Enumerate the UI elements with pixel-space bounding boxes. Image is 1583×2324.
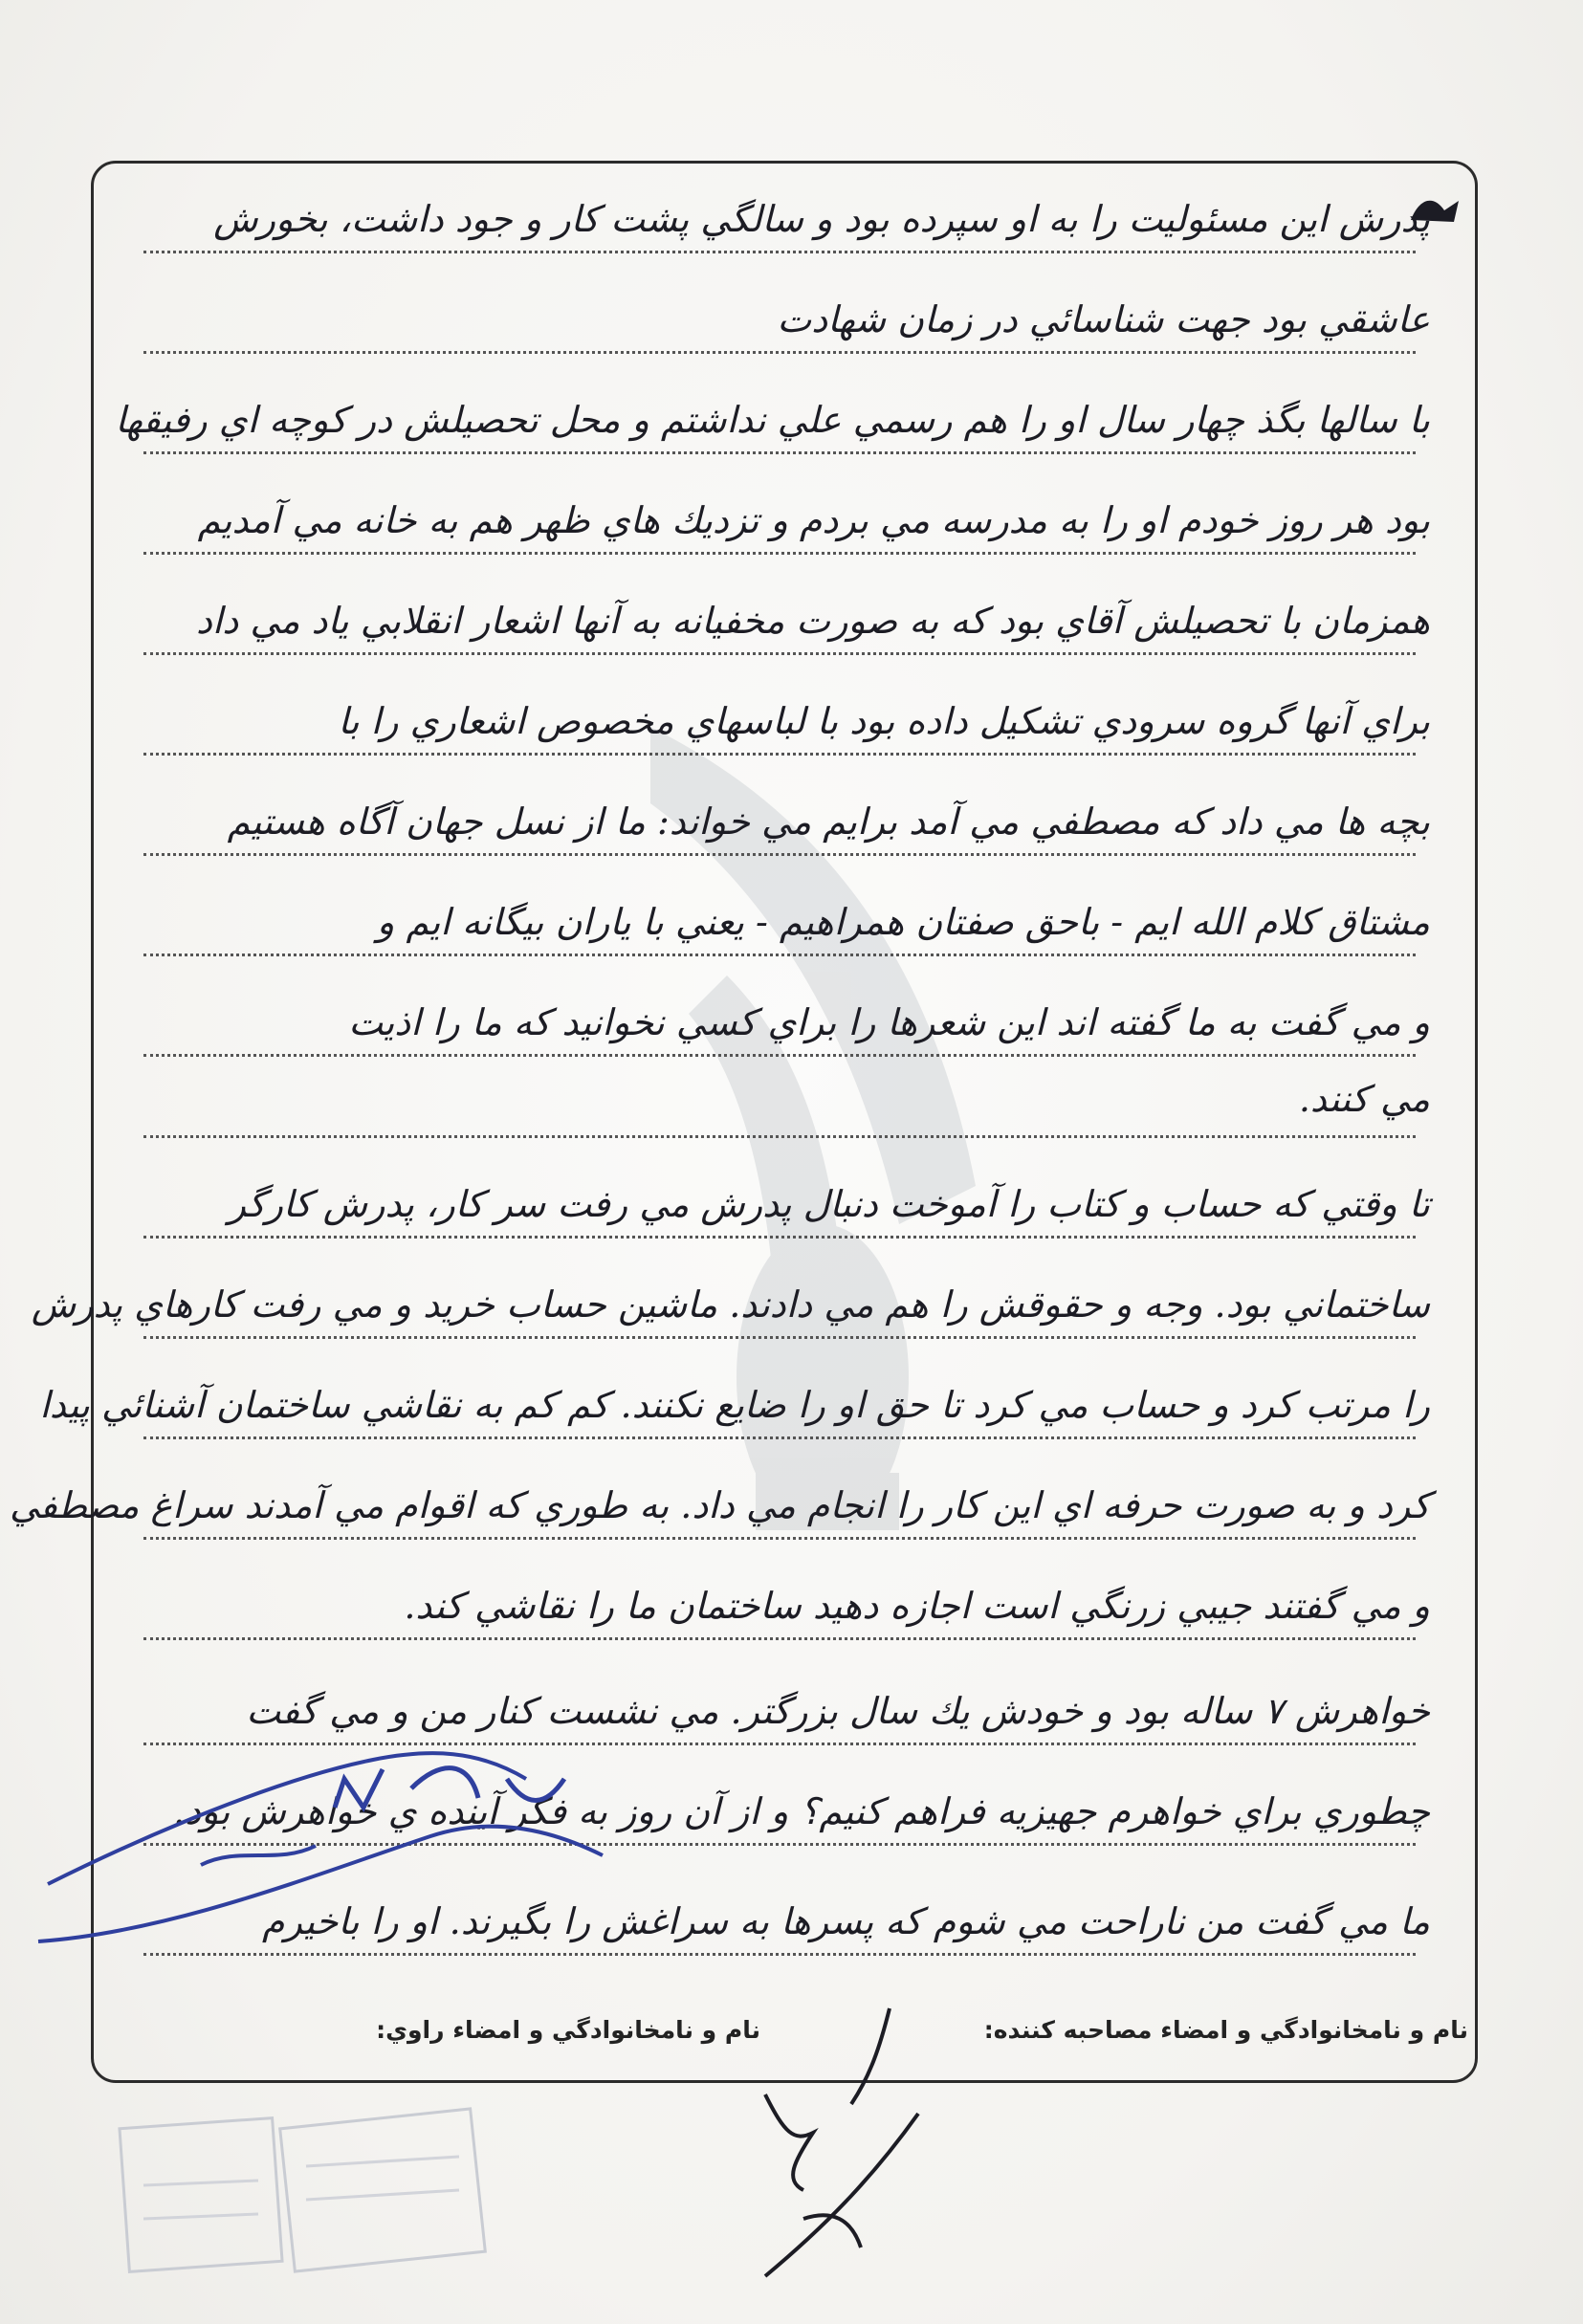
text-line-12: ساختماني بود. وجه و حقوقش را هم مي دادند. ماشين حساب خريد و مي رفت كارهاي پدرش xyxy=(31,1283,1430,1326)
ruled-line xyxy=(143,1537,1416,1540)
ruled-line xyxy=(143,954,1416,956)
interviewer-signature-label: نام و نامخانوادگي و امضاء مصاحبه كننده: xyxy=(983,2016,1468,2044)
text-line-6: براي آنها گروه سرودي تشكيل داده بود با لباسهاي مخصوص اشعاري را با xyxy=(338,700,1430,742)
ruled-line xyxy=(143,351,1416,354)
text-line-18: ما مي گفت من ناراحت مي شوم كه پسرها به سراغش را بگيرند. او را باخيرم xyxy=(261,1900,1430,1942)
text-line-11: تا وقتي كه حساب و كتاب را آموخت دنبال پدرش مي رفت سر كار، پدرش كارگر xyxy=(228,1183,1430,1225)
narrator-signature-icon xyxy=(29,1721,660,2008)
text-line-13: را مرتب كرد و حساب مي كرد تا حق او را ضايع نكنند. كم كم به نقاشي ساختمان آشنائي پيدا xyxy=(39,1384,1430,1426)
text-line-10: مي كنند. xyxy=(1298,1078,1430,1120)
ruled-line xyxy=(143,1336,1416,1339)
stamp-icon xyxy=(115,2109,488,2276)
ruled-line xyxy=(143,753,1416,756)
text-line-7: بچه ها مي داد كه مصطفي مي آمد برايم مي خواند: ما از نسل جهان آگاه هستيم xyxy=(227,800,1430,843)
ruled-line xyxy=(143,652,1416,655)
text-line-4: بود هر روز خودم او را به مدرسه مي بردم و تزديك هاي ظهر هم به خانه مي آمديم xyxy=(197,499,1430,541)
text-line-2: عاشقي بود جهت شناسائي در زمان شهادت xyxy=(777,298,1430,340)
text-line-9: و مي گفت به ما گفته اند اين شعرها را براي كسي نخوانيد كه ما را اذيت xyxy=(348,1001,1430,1043)
ruled-line xyxy=(143,1236,1416,1239)
ruled-line xyxy=(143,451,1416,454)
text-line-1: پدر‌ش اين مسئوليت را به او سپرده بود و سالگي پشت كار و جود داشت، بخورش xyxy=(213,198,1430,240)
text-line-16: خواهرش ۷ ساله بود و خودش يك سال بزرگتر. مي نشست كنار من و مي گفت xyxy=(246,1690,1430,1732)
text-line-14: كرد و به صورت حرفه اي اين كار را انجام مي داد. به طوري كه اقوام مي آمدند سراغ مصطفي xyxy=(9,1484,1430,1526)
text-line-17: چطوري براي خواهرم جهيزيه فراهم كنيم؟ و از آن روز به فكر آينده ي خواهرش بود. xyxy=(173,1790,1430,1832)
text-line-3: با سالها بگذ چهار سال او را هم رسمي علي نداشتم و محل تحصيلش در كوچه اي رفيقها xyxy=(115,399,1430,441)
ruled-line xyxy=(143,552,1416,555)
ruled-line xyxy=(143,1637,1416,1640)
ruled-line xyxy=(143,1436,1416,1439)
ruled-line xyxy=(143,1054,1416,1057)
ruled-line xyxy=(143,1135,1416,1138)
text-line-15: و مي گفتند جيبي زرنگي است اجازه دهيد ساختمان ما را نقاشي كند. xyxy=(404,1585,1430,1627)
ruled-line xyxy=(143,853,1416,856)
interviewer-signature-icon xyxy=(727,1989,956,2286)
ruled-line xyxy=(143,251,1416,253)
text-line-8: مشتاق كلام الله ايم - باحق صفتان همراهيم - يعني با ياران بيگانه ايم و xyxy=(377,901,1430,943)
narrator-signature-label: نام و نامخانوادگي و امضاء راوي: xyxy=(376,2016,760,2044)
text-line-5: همزمان با تحصيلش آقاي بود كه به صورت مخفيانه به آنها اشعار انقلابي ياد مي داد xyxy=(195,600,1430,642)
